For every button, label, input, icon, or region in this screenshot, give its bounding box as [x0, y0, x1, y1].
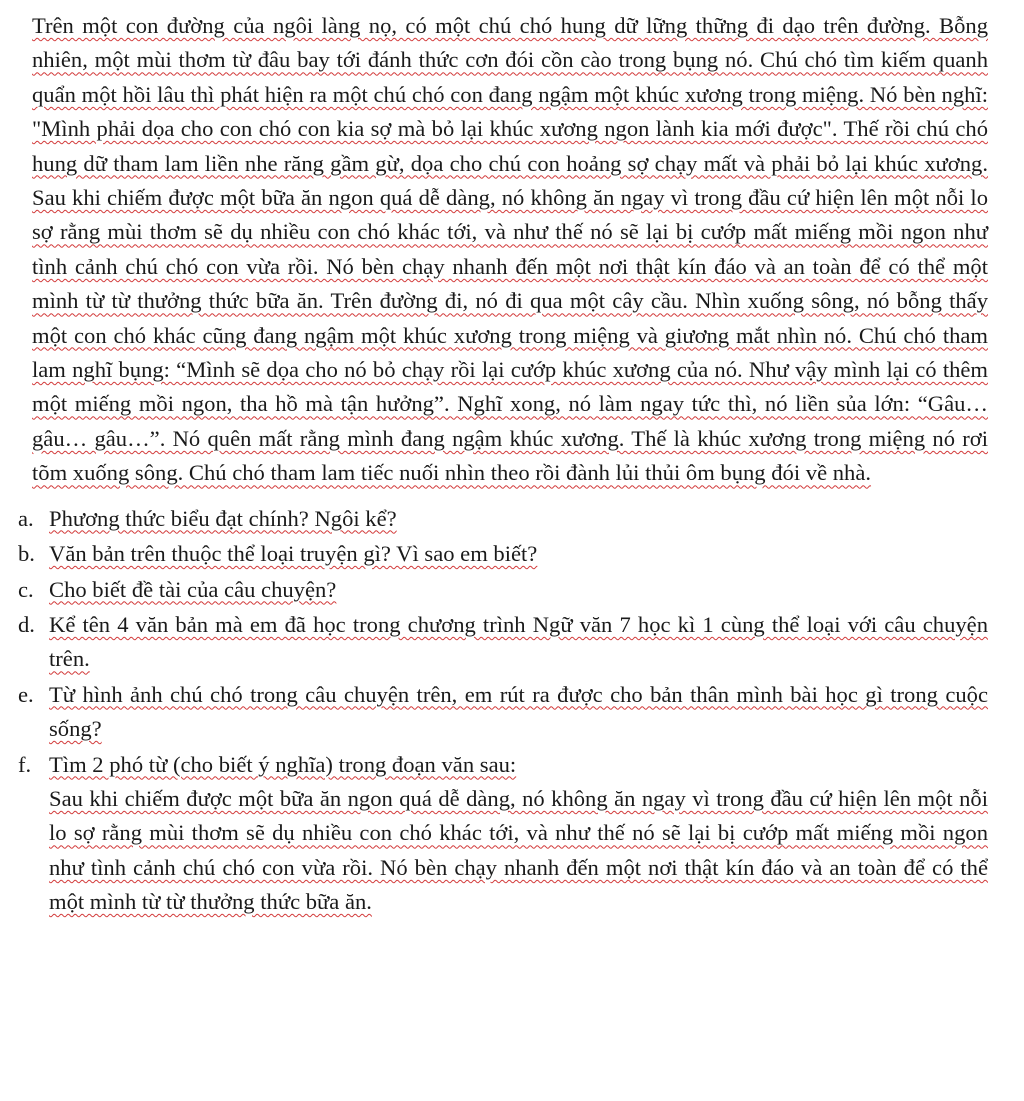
question-text: Văn bản trên thuộc thể loại truyện gì? Vì sao em biết?: [49, 541, 538, 567]
question-letter: f.: [18, 751, 32, 777]
question-letter: b.: [18, 541, 35, 567]
question-d: [18, 608, 988, 677]
question-a: [18, 502, 988, 536]
question-letter: c.: [18, 576, 34, 602]
question-text: Tìm 2 phó từ (cho biết ý nghĩa) trong đoạn văn sau:: [49, 751, 517, 777]
question-letter: e.: [18, 681, 34, 707]
question-text: Kể tên 4 văn bản mà em đã học trong chương trình Ngữ văn 7 học kì 1 cùng thể loại với câu chuyện trên.: [49, 611, 988, 672]
question-text: Từ hình ảnh chú chó trong câu chuyện trên, em rút ra được cho bản thân mình bài học gì trong cuộc sống?: [49, 681, 988, 742]
question-b: [18, 537, 988, 571]
question-text: Phương thức biểu đạt chính? Ngôi kể?: [49, 505, 397, 531]
question-e: [18, 678, 988, 747]
story-text: Trên một con đường của ngôi làng nọ, có một chú chó hung dữ lững thững đi dạo trên đường. Bỗng nhiên, một mùi thơm từ đâu bay tới đánh thức cơn đói cồn cào trong bụng nó. Chú chó tìm kiếm quanh quẩn một hồi lâu thì phát hiện ra một chú chó con đang ngậm một khúc xương trong miệng. Nó bèn nghĩ: "Mình phải dọa cho con chó con kia sợ mà bỏ lại khúc xương ngon lành kia mới được". Thế rồi chú chó hung dữ tham lam liền nhe răng gầm gừ, dọa cho chú con hoảng sợ chạy mất và phải bỏ lại khúc xương. Sau khi chiếm được một bữa ăn ngon quá dễ dàng, nó không ăn ngay vì trong đầu cứ hiện lên một nỗi lo sợ rằng mùi thơm sẽ dụ nhiều con chó khác tới, và như thế nó sẽ lại bị cướp mất miếng mồi ngon như tình cảnh chú chó con vừa rồi. Nó bèn chạy nhanh đến một nơi thật kín đáo và an toàn để có thể một mình từ từ thưởng thức bữa ăn. Trên đường đi, nó đi qua một cây cầu. Nhìn xuống sông, nó bỗng thấy một con chó khác cũng đang ngậm một khúc xương trong miệng và giương mắt nhìn nó. Chú chó tham lam nghĩ bụng: “Mình sẽ dọa cho nó bỏ chạy rồi lại cướp khúc xương của nó. Như vậy mình lại có thêm một miếng mồi ngon, tha hồ mà tận hưởng”. Nghĩ xong, nó làm ngay tức thì, nó liền sủa lớn: “Gâu… gâu… gâu…”. Nó quên mất rằng mình đang ngậm khúc xương. Thế là khúc xương trong miệng nó rơi tõm xuống sông. Chú chó tham lam tiếc nuối nhìn theo rồi đành lủi thủi ôm bụng đói về nhà.: [32, 13, 988, 486]
question-letter: d.: [18, 611, 35, 637]
question-f: [18, 748, 988, 920]
question-c: [18, 573, 988, 607]
question-list: [18, 502, 988, 920]
question-letter: a.: [18, 505, 34, 531]
question-text: Cho biết đề tài của câu chuyện?: [49, 576, 337, 602]
story-paragraph: [32, 9, 988, 491]
question-passage: Sau khi chiếm được một bữa ăn ngon quá dễ dàng, nó không ăn ngay vì trong đầu cứ hiện lên một nỗi lo sợ rằng mùi thơm sẽ dụ nhiều con chó khác tới, và như thế nó sẽ lại bị cướp mất miếng mồi ngon như tình cảnh chú chó con vừa rồi. Nó bèn chạy nhanh đến một nơi thật kín đáo và an toàn để có thể một mình từ từ thưởng thức bữa ăn.: [49, 785, 988, 915]
